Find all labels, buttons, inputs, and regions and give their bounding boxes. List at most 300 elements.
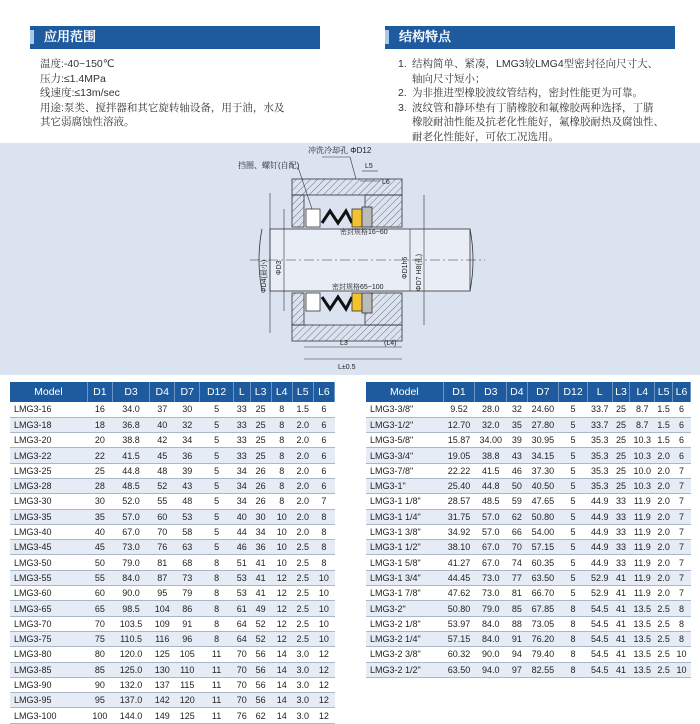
value-cell: 87 — [150, 570, 175, 585]
value-cell: 2.0 — [655, 463, 673, 478]
value-cell: 10 — [673, 647, 691, 662]
value-cell: 30.95 — [527, 433, 559, 448]
model-cell: LMG3-40 — [10, 524, 87, 539]
value-cell: 2.5 — [292, 601, 313, 616]
value-cell: 137 — [150, 677, 175, 692]
value-cell: 26 — [250, 463, 271, 478]
value-cell: 10 — [271, 555, 292, 570]
value-cell: 5 — [200, 524, 234, 539]
value-cell: 34 — [175, 433, 200, 448]
value-cell: 98.5 — [112, 601, 149, 616]
value-cell: 15.87 — [443, 433, 475, 448]
retaining-ring-bottom — [306, 293, 320, 311]
value-cell: 57.0 — [475, 524, 507, 539]
value-cell: 5 — [200, 509, 234, 524]
value-cell: 67.85 — [527, 601, 559, 616]
value-cell: 25 — [250, 433, 271, 448]
value-cell: 24.60 — [527, 402, 559, 417]
value-cell: 52 — [150, 478, 175, 493]
value-cell: 33 — [233, 402, 250, 417]
table-row — [10, 524, 335, 539]
value-cell: 10 — [313, 570, 334, 585]
value-cell: 34.00 — [475, 433, 507, 448]
value-cell: 36.8 — [112, 417, 149, 432]
value-cell: 2.0 — [292, 448, 313, 463]
feature-item — [398, 101, 678, 145]
value-cell: 6 — [313, 433, 334, 448]
table-row — [10, 555, 335, 570]
table-body — [10, 402, 335, 723]
value-cell: 5 — [200, 463, 234, 478]
table-row — [10, 631, 335, 646]
features-divider — [385, 48, 675, 49]
value-cell: 7 — [673, 509, 691, 524]
value-cell: 8 — [313, 524, 334, 539]
value-cell: 66.70 — [527, 586, 559, 601]
value-cell: 67.0 — [475, 540, 507, 555]
value-cell: 25.40 — [443, 478, 475, 493]
value-cell: 34.15 — [527, 448, 559, 463]
value-cell: 35 — [87, 509, 112, 524]
value-cell: 84.0 — [112, 570, 149, 585]
pressure-line: 压力:≤1.4MPa — [40, 72, 106, 85]
column-header: L4 — [271, 382, 292, 402]
value-cell: 125.0 — [112, 662, 149, 677]
value-cell: 5 — [559, 570, 588, 585]
value-cell: 5 — [200, 448, 234, 463]
value-cell: 41.5 — [475, 463, 507, 478]
value-cell: 70 — [507, 540, 527, 555]
value-cell: 64 — [233, 631, 250, 646]
value-cell: 19.05 — [443, 448, 475, 463]
value-cell: 5 — [200, 540, 234, 555]
column-header: L3 — [250, 382, 271, 402]
value-cell: 34.0 — [112, 402, 149, 417]
value-cell: 5 — [200, 478, 234, 493]
value-cell: 7 — [673, 555, 691, 570]
value-cell: 47.65 — [527, 494, 559, 509]
model-cell: LMG3-1 7/8" — [366, 586, 443, 601]
table-body — [366, 402, 691, 677]
model-cell: LMG3-35 — [10, 509, 87, 524]
value-cell: 7 — [313, 494, 334, 509]
value-cell: 11.9 — [630, 555, 655, 570]
value-cell: 40 — [87, 524, 112, 539]
value-cell: 137.0 — [112, 693, 149, 708]
model-cell: LMG3-100 — [10, 708, 87, 723]
value-cell: 59 — [507, 494, 527, 509]
value-cell: 120 — [175, 693, 200, 708]
value-cell: 10 — [271, 524, 292, 539]
value-cell: 10 — [271, 509, 292, 524]
table-row — [366, 601, 691, 616]
value-cell: 50.80 — [527, 509, 559, 524]
value-cell: 54.5 — [587, 662, 612, 677]
value-cell: 110 — [175, 662, 200, 677]
value-cell: 70 — [233, 647, 250, 662]
column-header: L — [587, 382, 612, 402]
value-cell: 57.0 — [112, 509, 149, 524]
value-cell: 33 — [612, 509, 630, 524]
value-cell: 35.3 — [587, 463, 612, 478]
column-header: D4 — [507, 382, 527, 402]
table-row — [10, 586, 335, 601]
value-cell: 76 — [233, 708, 250, 723]
value-cell: 60 — [150, 509, 175, 524]
column-header: D7 — [527, 382, 559, 402]
value-cell: 44.9 — [587, 494, 612, 509]
value-cell: 10 — [313, 616, 334, 631]
value-cell: 84.0 — [475, 616, 507, 631]
table-row — [10, 708, 335, 723]
value-cell: 5 — [559, 524, 588, 539]
value-cell: 100 — [87, 708, 112, 723]
value-cell: 58 — [175, 524, 200, 539]
table-row — [366, 662, 691, 677]
value-cell: 33.7 — [587, 417, 612, 432]
value-cell: 38.8 — [112, 433, 149, 448]
value-cell: 5 — [559, 448, 588, 463]
value-cell: 48.5 — [475, 494, 507, 509]
value-cell: 74 — [507, 555, 527, 570]
range-small-label: 密封规格16~60 — [340, 229, 388, 236]
l3-label: L3 — [340, 340, 348, 347]
feature-item — [398, 86, 678, 101]
feature-line: 橡胶耐油性能及抗老化性能好，氟橡胶耐热及腐蚀性、 — [412, 116, 664, 128]
value-cell: 32 — [175, 417, 200, 432]
value-cell: 2.5 — [292, 616, 313, 631]
value-cell: 44.9 — [587, 555, 612, 570]
model-cell: LMG3-50 — [10, 555, 87, 570]
value-cell: 42 — [150, 433, 175, 448]
table-row — [366, 448, 691, 463]
model-cell: LMG3-16 — [10, 402, 87, 417]
value-cell: 8 — [271, 417, 292, 432]
value-cell: 104 — [150, 601, 175, 616]
value-cell: 27.80 — [527, 417, 559, 432]
value-cell: 39 — [507, 433, 527, 448]
value-cell: 79 — [175, 586, 200, 601]
table-row — [366, 647, 691, 662]
d4-label: ΦD4(最小) — [261, 259, 268, 293]
value-cell: 86 — [175, 601, 200, 616]
value-cell: 1.5 — [655, 433, 673, 448]
value-cell: 28.0 — [475, 402, 507, 417]
value-cell: 52.9 — [587, 570, 612, 585]
value-cell: 73.0 — [475, 586, 507, 601]
model-cell: LMG3-70 — [10, 616, 87, 631]
value-cell: 8 — [200, 570, 234, 585]
value-cell: 11 — [200, 647, 234, 662]
value-cell: 132.0 — [112, 677, 149, 692]
value-cell: 53 — [233, 586, 250, 601]
value-cell: 97 — [507, 662, 527, 677]
value-cell: 115 — [175, 677, 200, 692]
value-cell: 7 — [673, 478, 691, 493]
model-cell: LMG3-5/8" — [366, 433, 443, 448]
value-cell: 70 — [233, 693, 250, 708]
value-cell: 3.0 — [292, 677, 313, 692]
value-cell: 12 — [313, 662, 334, 677]
value-cell: 5 — [200, 417, 234, 432]
value-cell: 11 — [200, 708, 234, 723]
value-cell: 39 — [175, 463, 200, 478]
table-row — [366, 417, 691, 432]
value-cell: 10.0 — [630, 463, 655, 478]
value-cell: 81 — [150, 555, 175, 570]
value-cell: 48 — [150, 463, 175, 478]
bellows-top — [322, 211, 352, 223]
set-screw-label: 挡圈、螺钉(自配) — [238, 161, 300, 170]
value-cell: 48.5 — [112, 478, 149, 493]
column-header: L5 — [292, 382, 313, 402]
value-cell: 3.0 — [292, 647, 313, 662]
model-cell: LMG3-45 — [10, 540, 87, 555]
value-cell: 11.9 — [630, 524, 655, 539]
value-cell: 10 — [313, 586, 334, 601]
model-cell: LMG3-2 1/8" — [366, 616, 443, 631]
value-cell: 130 — [150, 662, 175, 677]
value-cell: 14 — [271, 693, 292, 708]
model-cell: LMG3-2 3/8" — [366, 647, 443, 662]
value-cell: 5 — [559, 509, 588, 524]
housing-top-left — [292, 195, 304, 227]
value-cell: 61 — [233, 601, 250, 616]
value-cell: 2.5 — [292, 570, 313, 585]
table-row — [10, 693, 335, 708]
model-cell: LMG3-65 — [10, 601, 87, 616]
table-row — [10, 463, 335, 478]
table-row — [366, 433, 691, 448]
rotating-ring-top — [352, 209, 362, 227]
model-cell: LMG3-55 — [10, 570, 87, 585]
value-cell: 35.3 — [587, 433, 612, 448]
value-cell: 149 — [150, 708, 175, 723]
value-cell: 10.3 — [630, 448, 655, 463]
table-row — [10, 478, 335, 493]
value-cell: 2.5 — [655, 616, 673, 631]
value-cell: 13.5 — [630, 601, 655, 616]
value-cell: 75 — [87, 631, 112, 646]
value-cell: 67.0 — [475, 555, 507, 570]
value-cell: 34 — [233, 463, 250, 478]
value-cell: 6 — [673, 402, 691, 417]
seal-diagram-panel — [0, 143, 700, 375]
table-row — [10, 677, 335, 692]
value-cell: 6 — [313, 448, 334, 463]
value-cell: 62 — [507, 509, 527, 524]
column-header: Model — [10, 382, 87, 402]
value-cell: 3.0 — [292, 662, 313, 677]
value-cell: 116 — [150, 631, 175, 646]
value-cell: 50 — [87, 555, 112, 570]
value-cell: 41 — [612, 570, 630, 585]
value-cell: 95 — [87, 693, 112, 708]
value-cell: 13.5 — [630, 662, 655, 677]
column-header: D1 — [87, 382, 112, 402]
l-label: L±0.5 — [338, 364, 356, 371]
value-cell: 14 — [271, 677, 292, 692]
feature-line: 波纹管和静环垫有丁腈橡胶和氟橡胶两种选择，丁腈 — [412, 101, 654, 114]
header-accent — [385, 30, 389, 44]
value-cell: 54.5 — [587, 631, 612, 646]
value-cell: 33 — [233, 448, 250, 463]
value-cell: 14 — [271, 662, 292, 677]
table-row — [366, 570, 691, 585]
value-cell: 60.32 — [443, 647, 475, 662]
model-cell: LMG3-80 — [10, 647, 87, 662]
column-header: D7 — [175, 382, 200, 402]
value-cell: 6 — [313, 463, 334, 478]
value-cell: 25 — [250, 417, 271, 432]
value-cell: 36 — [175, 448, 200, 463]
temperature-line: 温度:-40~150℃ — [40, 58, 115, 70]
value-cell: 33 — [233, 433, 250, 448]
value-cell: 33 — [612, 555, 630, 570]
value-cell: 9.52 — [443, 402, 475, 417]
table-row — [366, 402, 691, 417]
value-cell: 28.57 — [443, 494, 475, 509]
table-row — [10, 509, 335, 524]
value-cell: 81 — [507, 586, 527, 601]
value-cell: 8 — [559, 601, 588, 616]
feature-item — [398, 57, 678, 86]
value-cell: 56 — [250, 677, 271, 692]
value-cell: 12 — [271, 601, 292, 616]
value-cell: 40 — [233, 509, 250, 524]
column-header: L6 — [313, 382, 334, 402]
flush-hole-label: 冲洗冷却孔 ΦD12 — [308, 146, 372, 155]
value-cell: 2.5 — [292, 555, 313, 570]
model-cell: LMG3-1 5/8" — [366, 555, 443, 570]
value-cell: 52 — [250, 631, 271, 646]
value-cell: 52 — [250, 616, 271, 631]
value-cell: 8 — [200, 631, 234, 646]
value-cell: 2.0 — [655, 509, 673, 524]
value-cell: 8 — [313, 540, 334, 555]
value-cell: 41 — [612, 631, 630, 646]
value-cell: 90 — [87, 677, 112, 692]
value-cell: 37 — [150, 402, 175, 417]
feature-line: 耐老化性能好，可依工况选用。 — [412, 130, 559, 143]
value-cell: 50.80 — [443, 601, 475, 616]
value-cell: 76.20 — [527, 631, 559, 646]
model-cell: LMG3-25 — [10, 463, 87, 478]
value-cell: 33 — [612, 494, 630, 509]
speed-line: 线速度:≤13m/sec — [40, 87, 120, 99]
value-cell: 5 — [559, 478, 588, 493]
value-cell: 79.0 — [112, 555, 149, 570]
value-cell: 62 — [250, 708, 271, 723]
table-row — [366, 524, 691, 539]
value-cell: 18 — [87, 417, 112, 432]
value-cell: 8 — [200, 601, 234, 616]
value-cell: 79.0 — [475, 601, 507, 616]
value-cell: 48 — [175, 494, 200, 509]
value-cell: 82.55 — [527, 662, 559, 677]
value-cell: 55 — [87, 570, 112, 585]
value-cell: 44.9 — [587, 509, 612, 524]
application-text — [40, 57, 330, 130]
value-cell: 5 — [200, 402, 234, 417]
value-cell: 54.5 — [587, 601, 612, 616]
value-cell: 91 — [175, 616, 200, 631]
model-cell: LMG3-30 — [10, 494, 87, 509]
table-row — [10, 601, 335, 616]
value-cell: 8 — [271, 478, 292, 493]
value-cell: 65 — [87, 601, 112, 616]
value-cell: 52.9 — [587, 586, 612, 601]
value-cell: 5 — [559, 463, 588, 478]
value-cell: 44.9 — [587, 524, 612, 539]
value-cell: 110.5 — [112, 631, 149, 646]
column-header: D12 — [559, 382, 588, 402]
value-cell: 32 — [507, 402, 527, 417]
value-cell: 63.50 — [527, 570, 559, 585]
seal-cross-section-drawing — [0, 143, 700, 375]
value-cell: 73.0 — [475, 570, 507, 585]
model-cell: LMG3-3/4" — [366, 448, 443, 463]
value-cell: 11 — [200, 662, 234, 677]
value-cell: 12 — [313, 677, 334, 692]
column-header: L6 — [673, 382, 691, 402]
value-cell: 85 — [507, 601, 527, 616]
column-header: L3 — [612, 382, 630, 402]
value-cell: 73 — [175, 570, 200, 585]
application-divider — [30, 48, 320, 49]
value-cell: 2.0 — [292, 478, 313, 493]
value-cell: 70 — [150, 524, 175, 539]
value-cell: 96 — [175, 631, 200, 646]
table-row — [366, 616, 691, 631]
value-cell: 33 — [612, 540, 630, 555]
model-cell: LMG3-2" — [366, 601, 443, 616]
model-cell: LMG3-85 — [10, 662, 87, 677]
value-cell: 8 — [271, 433, 292, 448]
value-cell: 85 — [87, 662, 112, 677]
value-cell: 40 — [150, 417, 175, 432]
value-cell: 53.97 — [443, 616, 475, 631]
value-cell: 11.9 — [630, 586, 655, 601]
value-cell: 41 — [250, 586, 271, 601]
value-cell: 56 — [250, 693, 271, 708]
value-cell: 5 — [559, 586, 588, 601]
value-cell: 56 — [250, 662, 271, 677]
model-cell: LMG3-2 1/2" — [366, 662, 443, 677]
feature-number: 3. — [398, 101, 407, 114]
value-cell: 60.35 — [527, 555, 559, 570]
value-cell: 32.0 — [475, 417, 507, 432]
value-cell: 6 — [673, 433, 691, 448]
value-cell: 2.0 — [655, 540, 673, 555]
value-cell: 25 — [87, 463, 112, 478]
value-cell: 34 — [233, 478, 250, 493]
value-cell: 91 — [507, 631, 527, 646]
model-cell: LMG3-28 — [10, 478, 87, 493]
value-cell: 11.9 — [630, 570, 655, 585]
value-cell: 8 — [673, 616, 691, 631]
value-cell: 2.0 — [292, 494, 313, 509]
value-cell: 16 — [87, 402, 112, 417]
table-row — [10, 570, 335, 585]
value-cell: 73.05 — [527, 616, 559, 631]
model-cell: LMG3-2 1/4" — [366, 631, 443, 646]
model-cell: LMG3-1" — [366, 478, 443, 493]
table-row — [10, 647, 335, 662]
value-cell: 34 — [250, 524, 271, 539]
spec-table-metric — [10, 382, 335, 724]
value-cell: 36 — [250, 540, 271, 555]
